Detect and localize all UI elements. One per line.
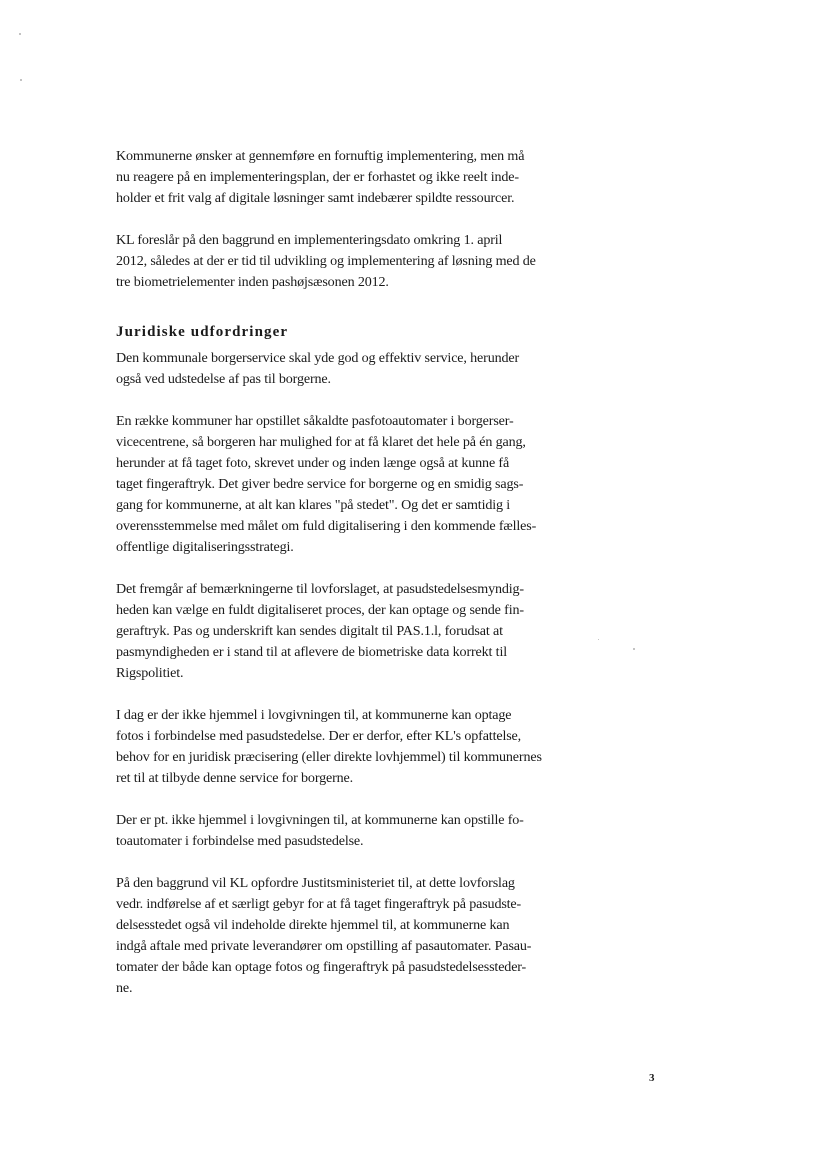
text-line: KL foreslår på den baggrund en implementeringsdato omkring 1. april bbox=[116, 232, 503, 248]
text-line: holder et frit valg af digitale løsninger samt indebærer spildte ressourcer. bbox=[116, 190, 515, 206]
paragraph-hjemmel-fotoautomater bbox=[116, 810, 616, 852]
text-line: indgå aftale med private leverandører om opstilling af pasautomater. Pasau- bbox=[116, 938, 532, 954]
text-line: Der er pt. ikke hjemmel i lovgivningen til, at kommunerne kan opstille fo- bbox=[116, 812, 524, 828]
text-line: vedr. indførelse af et særligt gebyr for at få taget fingeraftryk på pasudste- bbox=[116, 896, 522, 912]
text-line: Det fremgår af bemærkningerne til lovforslaget, at pasudstedelsesmyndig- bbox=[116, 581, 524, 597]
text-line: Den kommunale borgerservice skal yde god og effektiv service, herunder bbox=[116, 350, 520, 366]
text-line: ne. bbox=[116, 980, 133, 996]
paragraph-hjemmel-fotos bbox=[116, 705, 616, 789]
text-line: heden kan vælge en fuldt digitaliseret proces, der kan optage og sende fin- bbox=[116, 602, 524, 618]
paragraph-kl-opfordring bbox=[116, 873, 616, 999]
paragraph-implementation-date bbox=[116, 230, 616, 293]
scan-speck bbox=[633, 648, 635, 650]
document-body bbox=[116, 146, 616, 999]
text-line: delsesstedet også vil indeholde direkte hjemmel til, at kommunerne kan bbox=[116, 917, 510, 933]
scan-speck bbox=[20, 79, 22, 81]
paragraph-pasfotoautomater bbox=[116, 411, 616, 558]
section-heading: Juridiske udfordringer bbox=[116, 324, 289, 340]
text-line: taget fingeraftryk. Det giver bedre service for borgerne og en smidig sags- bbox=[116, 476, 524, 492]
text-line: gang for kommunerne, at alt kan klares "på stedet". Og det er samtidig i bbox=[116, 497, 511, 513]
text-line: også ved udstedelse af pas til borgerne. bbox=[116, 371, 331, 387]
text-line: Rigspolitiet. bbox=[116, 665, 184, 681]
text-line: I dag er der ikke hjemmel i lovgivningen til, at kommunerne kan optage bbox=[116, 707, 512, 723]
page-number: 3 bbox=[649, 1072, 655, 1084]
text-line: pasmyndigheden er i stand til at aflevere de biometriske data korrekt til bbox=[116, 644, 507, 660]
paragraph-implementation-concern bbox=[116, 146, 616, 209]
paragraph-lovforslag-bemaerkninger bbox=[116, 579, 616, 684]
text-line: På den baggrund vil KL opfordre Justitsministeriet til, at dette lovforslag bbox=[116, 875, 515, 891]
scan-speck bbox=[19, 33, 21, 35]
text-line: tomater der både kan optage fotos og fingeraftryk på pasudstedelsessteder- bbox=[116, 959, 527, 975]
text-line: ret til at tilbyde denne service for borgerne. bbox=[116, 770, 354, 786]
text-line: Kommunerne ønsker at gennemføre en fornuftig implementering, men må bbox=[116, 148, 525, 164]
text-line: nu reagere på en implementeringsplan, der er forhastet og ikke reelt inde- bbox=[116, 169, 519, 185]
text-line: overensstemmelse med målet om fuld digitalisering i den kommende fælles- bbox=[116, 518, 537, 534]
text-line: tre biometrielementer inden pashøjsæsonen 2012. bbox=[116, 274, 389, 290]
text-line: geraftryk. Pas og underskrift kan sendes digitalt til PAS.1.l, forudsat at bbox=[116, 623, 503, 639]
text-line: offentlige digitaliseringsstrategi. bbox=[116, 539, 294, 555]
text-line: behov for en juridisk præcisering (eller direkte lovhjemmel) til kommunernes bbox=[116, 749, 542, 765]
text-line: toautomater i forbindelse med pasudstedelse. bbox=[116, 833, 364, 849]
text-line: En række kommuner har opstillet såkaldte pasfotoautomater i borgerser- bbox=[116, 413, 514, 429]
text-line: herunder at få taget foto, skrevet under og inden længe også at kunne få bbox=[116, 455, 510, 471]
text-line: fotos i forbindelse med pasudstedelse. Der er derfor, efter KL's opfattelse, bbox=[116, 728, 522, 744]
text-line: vicecentrene, så borgeren har mulighed for at få klaret det hele på én gang, bbox=[116, 434, 526, 450]
text-line: 2012, således at der er tid til udvikling og implementering af løsning med de bbox=[116, 253, 536, 269]
paragraph-borgerservice bbox=[116, 348, 616, 390]
